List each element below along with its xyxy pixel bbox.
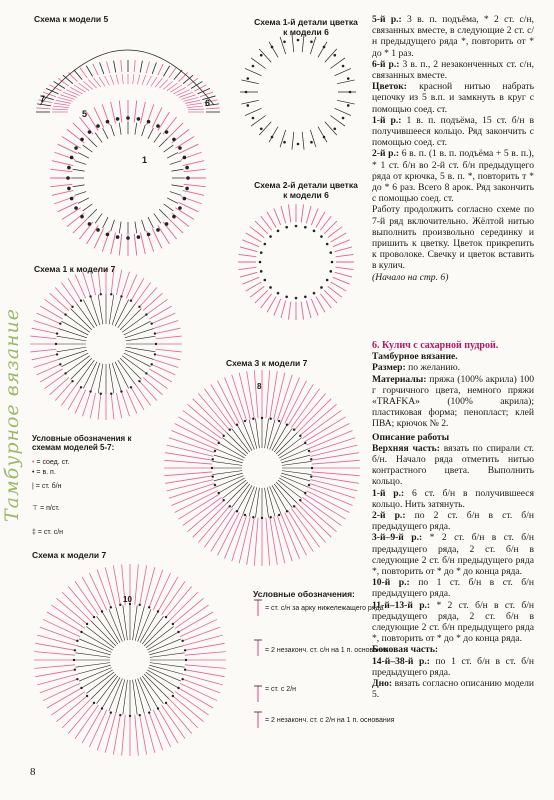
materials-text: Материалы: пряжа (100% акрила) 100 г горчичного цвета, немного пряжи «TRAFKA» (100% акрила); пластиковая форма; пенопласт; клей ПВА; крючок № 2.: [372, 373, 534, 430]
mark-8: 8: [257, 382, 262, 391]
continued-note: (Начало на стр. 6): [372, 271, 449, 283]
legend-item-double-crochet: ‡ = ст. с/н: [32, 529, 64, 536]
legend-item-half-double: ⊤ = п/ст.: [32, 505, 60, 512]
legend-item-slip-stitch: • = соед. ст.: [32, 459, 70, 466]
page-number: 8: [30, 766, 36, 778]
legend2-title: Условные обозначения:: [253, 589, 355, 599]
mark-10: 10: [123, 595, 132, 604]
top-row2: 2-й р.: по 2 ст. б/н в ст. б/н предыдущего ряда.: [372, 510, 534, 533]
row5-text: 5-й р.: 3 в. п. подъёма, * 2 ст. с/н, связанных вместе, в следующие 2 ст. с/н предыдущего ряда *, повторить от * до * 1 раз.: [372, 14, 534, 59]
legend-text: = 2 незаконч. ст. с 2/н на 1 п. основания: [265, 717, 395, 724]
flower-row2-text: 2-й р.: 6 в. п. (1 в. п. подъёма + 5 в. п.), * 1 ст. б/н во 2-й ст. б/н предыдущего ряда от крючка, 5 в. п. *, повторить т * до * 6 раз. Всего 8 арок. Ряд закончить с помощью соед. ст.: [372, 148, 534, 205]
mark-7: 7: [40, 94, 46, 104]
legend-text: = 2 незаконч. ст. с/н на 1 п. основания: [265, 647, 389, 654]
finish-paragraph: Работу продолжить согласно схеме по 7-й ряд включительно. Жёлтой нитью выполнить произвольно серединку и пришить к цветку. Цветок прикрепить к проволоке. Свечку и цветок вставить в кулич.: [372, 204, 534, 272]
section-heading: 6. Кулич с сахарной пудрой.: [372, 340, 499, 351]
legend-text: = ст. с/н: [37, 529, 64, 536]
top-row1: 1-й р.: 6 ст. б/н в получившееся кольцо. Нить затянуть.: [372, 487, 534, 510]
mark-6: 6: [205, 98, 211, 108]
top-part-text: Верхняя часть: вязать по спирали ст. б/н. Начало ряда отметить нитью контрастного цвета. Выполнить кольцо.: [372, 442, 534, 488]
legend-text: = п/ст.: [40, 505, 60, 512]
sidebar-section-title: [0, 250, 24, 580]
size-text: Размер: по желанию.: [372, 362, 461, 374]
diagram-title-model7-scheme1: Схема 1 к модели 7: [34, 264, 116, 274]
top-rows3-9: 3-й–9-й р.: * 2 ст. б/н в ст. б/н предыдущего ряда, 2 ст. б/н в следующие 2 ст. б/н предыдущего ряда *, повторить от * до * до конца ряда.: [372, 532, 534, 578]
legend-item-chain: • = в. п.: [32, 469, 56, 476]
diagram-title-model7-scheme3: Схема 3 к модели 7: [226, 358, 308, 368]
legend-text: = ст. с/н за арку нижележащего ряда: [265, 605, 384, 612]
legend-title: Условные обозначения к схемам моделей 5-7:: [32, 434, 132, 452]
legend2-item-treble: [265, 685, 296, 694]
instructions-column-upper: [372, 14, 534, 283]
top-rows11-13: 11-й–13-й р.: * 2 ст. б/н в ст. б/н предыдущего ряда, 2 ст. б/н в следующие 2 ст. б/н предыдущего ряда *, повторить от * до * до конца ряда.: [372, 599, 534, 645]
legend-item-single-crochet: | = ст. б/н: [32, 483, 62, 490]
technique-text: Тамбурное вязание.: [372, 351, 458, 363]
legend-text: = соед. ст.: [36, 459, 70, 466]
legend2-item-dc-arch: [265, 604, 384, 613]
side-rows14-38: 14-й–38-й р.: по 1 ст. б/н в ст. б/н предыдущего ряда.: [372, 655, 534, 678]
diagram-title-model5: Схема к модели 5: [34, 14, 109, 24]
sidebar-title-text: Тамбурное вязание: [1, 307, 23, 523]
legend-models-5-7: [32, 434, 132, 544]
legend-text: = ст. б/н: [35, 483, 62, 490]
diagram-title-detail2: Схема 2-й детали цветка к модели 6: [254, 180, 358, 200]
legend-text: = в. п.: [36, 469, 56, 476]
legend2-item-2tr-together: [265, 716, 394, 725]
flower-row1-text: 1-й р.: 1 в. п. подъёма, 15 ст. б/н в получившееся кольцо. Ряд закончить с помощью соед. ст.: [372, 114, 534, 149]
legend-text: = ст. с 2/н: [265, 686, 297, 693]
flower-text: Цветок: красной нитью набрать цепочку из 5 в.п. и замкнуть в круг с помощью соед. ст.: [372, 81, 534, 115]
diagram-title-detail1: Схема 1-й детали цветка к модели 6: [254, 17, 358, 37]
diagram-title-model7: Схема к модели 7: [32, 550, 107, 560]
row6-text: 6-й р.: 3 в. п., 2 незаконченных ст. с/н, связанных вместе.: [372, 58, 534, 82]
mark-5: 5: [82, 109, 88, 119]
legend2-item-2dc-together: [265, 646, 389, 655]
side-part-heading: Боковая часть:: [372, 644, 439, 656]
work-description-heading: Описание работы: [372, 431, 450, 443]
mark-1: 1: [142, 155, 148, 165]
legend-symbols: [253, 589, 395, 740]
top-row10: 10-й р.: по 1 ст. б/н в ст. б/н предыдущего ряда.: [372, 577, 534, 600]
bottom-text: Дно: вязать согласно описанию модели 5.: [372, 678, 534, 701]
instructions-column-lower: [372, 340, 534, 701]
